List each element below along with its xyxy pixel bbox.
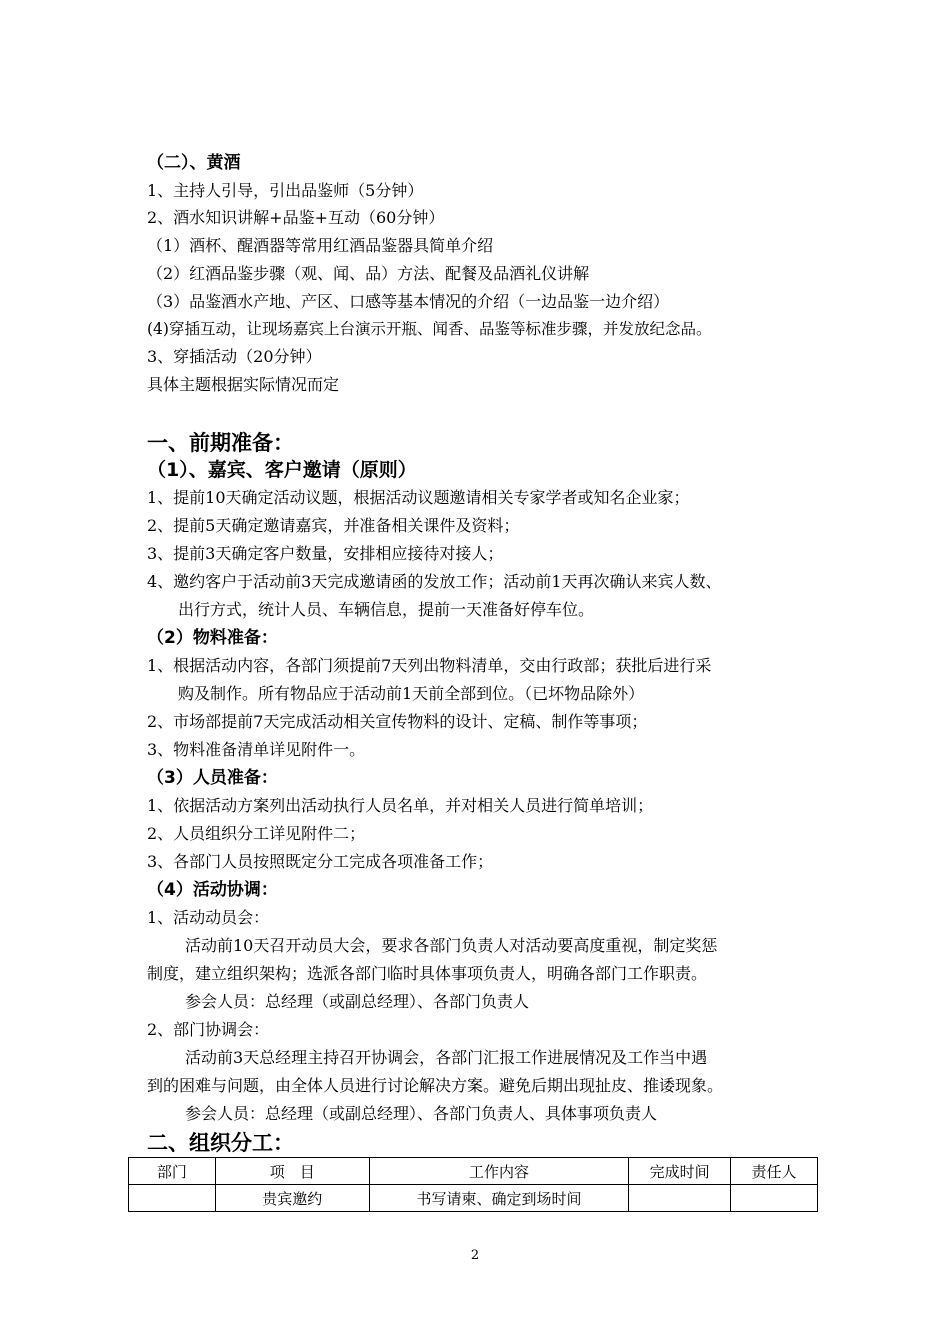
text-line: 2、人员组织分工详见附件二； (147, 824, 366, 843)
text-line: 具体主题根据实际情况而定 (147, 375, 340, 394)
text-line: 1、活动动员会： (147, 908, 270, 927)
table-header-cell: 部门 (129, 1158, 216, 1185)
text-line: (4)穿插互动，让现场嘉宾上台演示开瓶、闻香、品鉴等标准步骤，并发放纪念品。 (147, 320, 712, 338)
table-cell: 书写请柬、确定到场时间 (369, 1185, 629, 1212)
text-line: 1、依据活动方案列出活动执行人员名单，并对相关人员进行简单培训； (147, 796, 654, 815)
text-line: 购及制作。所有物品应于活动前1天前全部到位。（已坏物品除外） (178, 684, 645, 703)
table-header-cell: 项 目 (215, 1158, 369, 1185)
text-line: 活动前10天召开动员大会，要求各部门负责人对活动要高度重视，制定奖惩 (185, 936, 718, 955)
text-line: 3、物料准备清单详见附件一。 (147, 740, 366, 759)
text-line: 3、提前3天确定客户数量，安排相应接待对接人； (147, 544, 504, 563)
text-line: 4、邀约客户于活动前3天完成邀请函的发放工作；活动前1天再次确认来宾人数、 (147, 572, 722, 591)
text-line: 出行方式，统计人员、车辆信息，提前一天准备好停车位。 (178, 600, 595, 619)
table-cell: 贵宾邀约 (215, 1185, 369, 1212)
text-line: （2）红酒品鉴步骤（观、闻、品）方法、配餐及品酒礼仪讲解 (147, 264, 590, 283)
text-line: 1、提前10天确定活动议题，根据活动议题邀请相关专家学者或知名企业家； (147, 488, 690, 507)
section-title-org: 二、组织分工： (147, 1131, 294, 1155)
table-cell (629, 1185, 731, 1212)
table-header-cell: 完成时间 (629, 1158, 731, 1185)
subsection-title-staff: （3）人员准备： (147, 768, 278, 788)
text-line: 3、穿插活动（20分钟） (147, 347, 322, 366)
text-line: 制度，建立组织架构；选派各部门临时具体事项负责人，明确各部门工作职责。 (147, 964, 708, 983)
text-line: 2、酒水知识讲解+品鉴+互动（60分钟） (147, 208, 445, 227)
text-line: （3）品鉴酒水产地、产区、口感等基本情况的介绍（一边品鉴一边介绍） (147, 292, 670, 311)
table-header-cell: 责任人 (731, 1158, 818, 1185)
table-cell (129, 1185, 216, 1212)
text-line: 到的困难与问题，由全体人员进行讨论解决方案。避免后期出现扯皮、推诿现象。 (147, 1076, 724, 1095)
page-number: 2 (470, 1248, 480, 1263)
text-line: 参会人员：总经理（或副总经理）、各部门负责人、具体事项负责人 (185, 1104, 658, 1123)
table-row (129, 1185, 818, 1212)
org-table (128, 1157, 818, 1212)
section-title-prep: 一、前期准备： (147, 431, 294, 455)
table-cell (731, 1185, 818, 1212)
subsection-title-guests: （1）、嘉宾、客户邀请（原则） (147, 459, 417, 481)
table-header-row (129, 1158, 818, 1185)
subsection-title-coord: （4）活动协调： (147, 880, 278, 900)
section-title-huangjiu: （二）、黄酒 (147, 153, 241, 173)
table-header-cell: 工作内容 (369, 1158, 629, 1185)
text-line: （1）酒杯、醒酒器等常用红酒品鉴器具简单介绍 (147, 236, 494, 255)
text-line: 2、提前5天确定邀请嘉宾，并准备相关课件及资料； (147, 516, 520, 535)
text-line: 1、根据活动内容，各部门须提前7天列出物料清单，交由行政部；获批后进行采 (147, 656, 712, 675)
text-line: 活动前3天总经理主持召开协调会，各部门汇报工作进展情况及工作当中遇 (185, 1048, 708, 1067)
text-line: 3、各部门人员按照既定分工完成各项准备工作； (147, 852, 494, 871)
text-line: 2、部门协调会： (147, 1020, 270, 1039)
text-line: 2、市场部提前7天完成活动相关宣传物料的设计、定稿、制作等事项； (147, 712, 648, 731)
text-line: 参会人员：总经理（或副总经理）、各部门负责人 (185, 992, 530, 1011)
subsection-title-materials: （2）物料准备： (147, 628, 278, 648)
text-line: 1、主持人引导，引出品鉴师（5分钟） (147, 181, 424, 200)
